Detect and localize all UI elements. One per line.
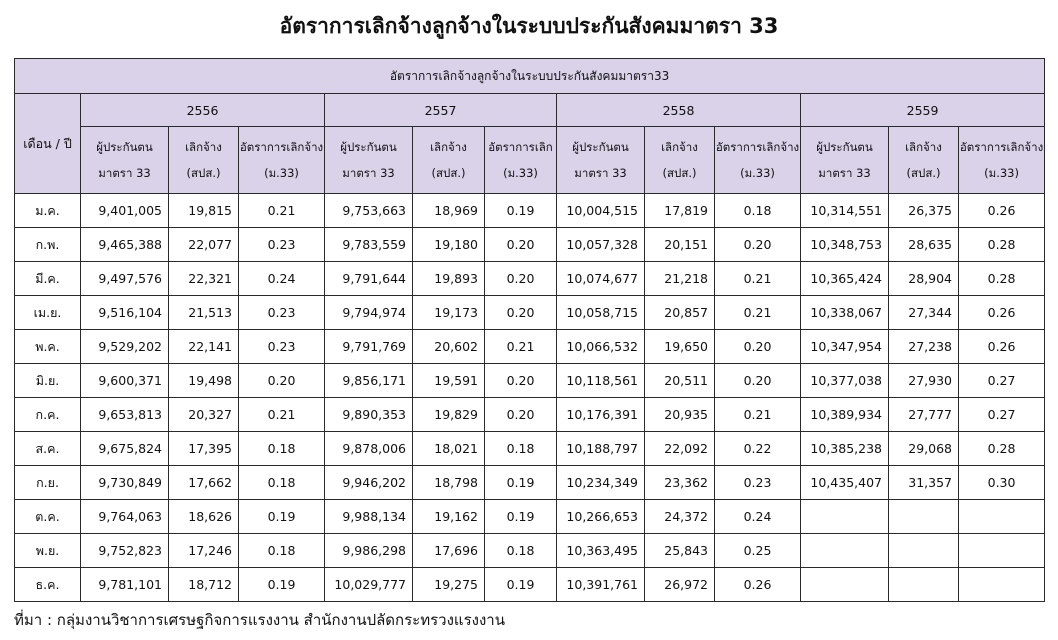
- insured-cell: 10,057,328: [557, 228, 645, 262]
- insured-cell: [801, 568, 889, 602]
- layoff-cell: 20,511: [645, 364, 715, 398]
- rate-header: [715, 127, 801, 194]
- layoff-cell: 27,344: [889, 296, 959, 330]
- layoff-cell: 18,712: [169, 568, 239, 602]
- insured-cell: 10,066,532: [557, 330, 645, 364]
- rate-cell: 0.20: [485, 262, 557, 296]
- table-row: [15, 262, 1045, 296]
- insured-header: [557, 127, 645, 194]
- header-line: (สปส.): [431, 166, 466, 180]
- header-line: (ม.33): [984, 166, 1019, 180]
- layoff-cell: 22,141: [169, 330, 239, 364]
- rate-cell: 0.26: [959, 194, 1045, 228]
- month-cell: ม.ค.: [15, 194, 81, 228]
- rate-header: [959, 127, 1045, 194]
- month-cell: มิ.ย.: [15, 364, 81, 398]
- header-line: เลิกจ้าง: [661, 140, 698, 154]
- insured-header: [325, 127, 413, 194]
- rate-cell: 0.20: [485, 228, 557, 262]
- insured-cell: 9,791,769: [325, 330, 413, 364]
- layoff-cell: 17,395: [169, 432, 239, 466]
- layoff-header: [889, 127, 959, 194]
- rate-cell: 0.20: [715, 330, 801, 364]
- rate-cell: 0.21: [715, 262, 801, 296]
- rate-cell: 0.20: [715, 364, 801, 398]
- header-line: (ม.33): [740, 166, 775, 180]
- rate-cell: 0.21: [239, 398, 325, 432]
- insured-cell: 10,435,407: [801, 466, 889, 500]
- layoff-cell: 17,819: [645, 194, 715, 228]
- rate-cell: 0.18: [715, 194, 801, 228]
- month-cell: ก.ค.: [15, 398, 81, 432]
- insured-cell: 9,791,644: [325, 262, 413, 296]
- layoff-cell: 20,935: [645, 398, 715, 432]
- month-cell: ต.ค.: [15, 500, 81, 534]
- month-cell: ส.ค.: [15, 432, 81, 466]
- insured-cell: 9,497,576: [81, 262, 169, 296]
- rate-cell: 0.18: [239, 534, 325, 568]
- month-year-header: เดือน / ปี: [15, 94, 81, 194]
- rate-header: [485, 127, 557, 194]
- layoff-cell: 28,635: [889, 228, 959, 262]
- insured-cell: 10,347,954: [801, 330, 889, 364]
- header-line: อัตราการเลิกจ้าง: [715, 140, 800, 154]
- rate-cell: 0.18: [239, 466, 325, 500]
- layoff-cell: 22,077: [169, 228, 239, 262]
- table-row: [15, 398, 1045, 432]
- rate-cell: 0.28: [959, 262, 1045, 296]
- rate-cell: 0.19: [485, 500, 557, 534]
- rate-cell: 0.20: [715, 228, 801, 262]
- page-title: อัตราการเลิกจ้างลูกจ้างในระบบประกันสังคมมาตรา 33: [279, 14, 779, 38]
- insured-cell: 9,783,559: [325, 228, 413, 262]
- rate-cell: 0.21: [239, 194, 325, 228]
- layoff-cell: 18,021: [413, 432, 485, 466]
- header-line: ผู้ประกันตน: [340, 140, 397, 154]
- header-line: อัตราการเลิก: [488, 140, 553, 154]
- month-cell: มี.ค.: [15, 262, 81, 296]
- rate-cell: 0.18: [239, 432, 325, 466]
- insured-cell: 10,385,238: [801, 432, 889, 466]
- insured-cell: 10,363,495: [557, 534, 645, 568]
- rate-cell: 0.23: [239, 228, 325, 262]
- layoff-cell: 22,321: [169, 262, 239, 296]
- header-line: เลิกจ้าง: [185, 140, 222, 154]
- rate-cell: 0.20: [239, 364, 325, 398]
- insured-header: [801, 127, 889, 194]
- insured-cell: 10,058,715: [557, 296, 645, 330]
- table-row: [15, 364, 1045, 398]
- insured-cell: 9,794,974: [325, 296, 413, 330]
- layoff-cell: 27,238: [889, 330, 959, 364]
- rate-cell: 0.26: [959, 330, 1045, 364]
- table-row: [15, 500, 1045, 534]
- layoff-cell: 19,591: [413, 364, 485, 398]
- rate-cell: 0.19: [485, 568, 557, 602]
- layoff-header: [169, 127, 239, 194]
- table-row: [15, 534, 1045, 568]
- header-line: มาตรา 33: [98, 166, 151, 180]
- layoff-cell: 26,972: [645, 568, 715, 602]
- rate-cell: 0.26: [959, 296, 1045, 330]
- insured-cell: 10,176,391: [557, 398, 645, 432]
- source-note: ที่มา : กลุ่มงานวิชาการเศรษฐกิจการแรงงาน สำนักงานปลัดกระทรวงแรงงาน: [14, 611, 505, 629]
- insured-cell: 9,401,005: [81, 194, 169, 228]
- rate-cell: 0.23: [239, 330, 325, 364]
- layoff-cell: 19,815: [169, 194, 239, 228]
- table-row: [15, 194, 1045, 228]
- layoff-cell: 17,696: [413, 534, 485, 568]
- rate-cell: 0.22: [715, 432, 801, 466]
- insured-cell: 9,986,298: [325, 534, 413, 568]
- rate-cell: 0.18: [485, 432, 557, 466]
- table-row: [15, 432, 1045, 466]
- insured-cell: 10,314,551: [801, 194, 889, 228]
- header-line: (ม.33): [503, 166, 538, 180]
- layoff-cell: 20,151: [645, 228, 715, 262]
- header-line: (ม.33): [264, 166, 299, 180]
- rate-cell: 0.28: [959, 432, 1045, 466]
- layoff-cell: 18,969: [413, 194, 485, 228]
- layoff-cell: 21,513: [169, 296, 239, 330]
- insured-cell: 10,365,424: [801, 262, 889, 296]
- insured-cell: 9,890,353: [325, 398, 413, 432]
- insured-cell: 9,600,371: [81, 364, 169, 398]
- rate-cell: 0.20: [485, 398, 557, 432]
- insured-cell: 9,653,813: [81, 398, 169, 432]
- rate-cell: 0.27: [959, 364, 1045, 398]
- insured-cell: [801, 534, 889, 568]
- layoff-cell: 31,357: [889, 466, 959, 500]
- insured-cell: 9,730,849: [81, 466, 169, 500]
- year-header: 2558: [557, 94, 801, 127]
- insured-cell: 9,675,824: [81, 432, 169, 466]
- header-line: เลิกจ้าง: [430, 140, 467, 154]
- rate-cell: 0.24: [239, 262, 325, 296]
- month-cell: ก.ย.: [15, 466, 81, 500]
- insured-cell: 9,946,202: [325, 466, 413, 500]
- layoff-cell: [889, 568, 959, 602]
- layoff-cell: 18,626: [169, 500, 239, 534]
- insured-cell: 9,752,823: [81, 534, 169, 568]
- layoff-cell: 19,893: [413, 262, 485, 296]
- layoff-cell: 28,904: [889, 262, 959, 296]
- year-header: 2556: [81, 94, 325, 127]
- insured-cell: 10,234,349: [557, 466, 645, 500]
- insured-cell: 10,338,067: [801, 296, 889, 330]
- layoff-cell: 19,275: [413, 568, 485, 602]
- insured-cell: 9,878,006: [325, 432, 413, 466]
- insured-cell: 9,529,202: [81, 330, 169, 364]
- month-cell: พ.ค.: [15, 330, 81, 364]
- header-line: (สปส.): [906, 166, 941, 180]
- table-banner: อัตราการเลิกจ้างลูกจ้างในระบบประกันสังคมมาตรา33: [15, 59, 1045, 94]
- insured-cell: 10,004,515: [557, 194, 645, 228]
- layoff-cell: 20,857: [645, 296, 715, 330]
- layoff-cell: 26,375: [889, 194, 959, 228]
- insured-cell: 10,389,934: [801, 398, 889, 432]
- month-cell: พ.ย.: [15, 534, 81, 568]
- insured-cell: 9,764,063: [81, 500, 169, 534]
- layoff-cell: 19,180: [413, 228, 485, 262]
- layoff-cell: 19,498: [169, 364, 239, 398]
- rate-header: [239, 127, 325, 194]
- table-row: [15, 466, 1045, 500]
- rate-cell: 0.27: [959, 398, 1045, 432]
- layoff-cell: 17,662: [169, 466, 239, 500]
- header-line: ผู้ประกันตน: [572, 140, 629, 154]
- rate-cell: [959, 568, 1045, 602]
- header-line: ผู้ประกันตน: [816, 140, 873, 154]
- layoff-rate-table: [14, 58, 1045, 602]
- layoff-cell: 19,173: [413, 296, 485, 330]
- insured-cell: 9,988,134: [325, 500, 413, 534]
- rate-cell: 0.28: [959, 228, 1045, 262]
- insured-cell: 9,753,663: [325, 194, 413, 228]
- layoff-cell: 23,362: [645, 466, 715, 500]
- header-line: อัตราการเลิกจ้าง: [239, 140, 324, 154]
- rate-cell: 0.25: [715, 534, 801, 568]
- header-line: (สปส.): [186, 166, 221, 180]
- rate-cell: 0.26: [715, 568, 801, 602]
- layoff-cell: 21,218: [645, 262, 715, 296]
- rate-cell: 0.21: [715, 398, 801, 432]
- insured-cell: 10,348,753: [801, 228, 889, 262]
- header-line: ผู้ประกันตน: [96, 140, 153, 154]
- insured-cell: 10,074,677: [557, 262, 645, 296]
- table-row: [15, 296, 1045, 330]
- rate-cell: 0.24: [715, 500, 801, 534]
- header-line: (สปส.): [662, 166, 697, 180]
- insured-cell: 9,781,101: [81, 568, 169, 602]
- table-row: [15, 330, 1045, 364]
- rate-cell: 0.23: [715, 466, 801, 500]
- header-line: มาตรา 33: [342, 166, 395, 180]
- rate-cell: 0.20: [485, 364, 557, 398]
- header-line: มาตรา 33: [818, 166, 871, 180]
- table-row: [15, 228, 1045, 262]
- rate-cell: 0.21: [485, 330, 557, 364]
- header-line: อัตราการเลิกจ้าง: [959, 140, 1044, 154]
- rate-cell: 0.19: [239, 500, 325, 534]
- layoff-cell: [889, 534, 959, 568]
- insured-cell: 9,856,171: [325, 364, 413, 398]
- rate-cell: [959, 500, 1045, 534]
- insured-cell: 10,377,038: [801, 364, 889, 398]
- layoff-cell: 25,843: [645, 534, 715, 568]
- layoff-cell: 27,930: [889, 364, 959, 398]
- month-cell: ธ.ค.: [15, 568, 81, 602]
- rate-cell: 0.20: [485, 296, 557, 330]
- layoff-cell: 22,092: [645, 432, 715, 466]
- layoff-cell: 27,777: [889, 398, 959, 432]
- insured-cell: 10,118,561: [557, 364, 645, 398]
- rate-cell: 0.19: [485, 194, 557, 228]
- rate-cell: 0.21: [715, 296, 801, 330]
- rate-cell: 0.18: [485, 534, 557, 568]
- insured-cell: 10,188,797: [557, 432, 645, 466]
- table-row: [15, 568, 1045, 602]
- insured-cell: [801, 500, 889, 534]
- layoff-cell: 17,246: [169, 534, 239, 568]
- insured-cell: 10,266,653: [557, 500, 645, 534]
- header-line: มาตรา 33: [574, 166, 627, 180]
- layoff-cell: 20,327: [169, 398, 239, 432]
- insured-header: [81, 127, 169, 194]
- layoff-cell: 19,650: [645, 330, 715, 364]
- rate-cell: [959, 534, 1045, 568]
- month-cell: เม.ย.: [15, 296, 81, 330]
- rate-cell: 0.19: [485, 466, 557, 500]
- header-line: เลิกจ้าง: [905, 140, 942, 154]
- insured-cell: 9,465,388: [81, 228, 169, 262]
- layoff-cell: [889, 500, 959, 534]
- layoff-cell: 18,798: [413, 466, 485, 500]
- rate-cell: 0.19: [239, 568, 325, 602]
- insured-cell: 10,391,761: [557, 568, 645, 602]
- layoff-cell: 29,068: [889, 432, 959, 466]
- insured-cell: 9,516,104: [81, 296, 169, 330]
- layoff-header: [413, 127, 485, 194]
- year-header: 2559: [801, 94, 1045, 127]
- rate-cell: 0.23: [239, 296, 325, 330]
- layoff-cell: 19,162: [413, 500, 485, 534]
- layoff-cell: 24,372: [645, 500, 715, 534]
- rate-cell: 0.30: [959, 466, 1045, 500]
- layoff-header: [645, 127, 715, 194]
- layoff-cell: 20,602: [413, 330, 485, 364]
- month-cell: ก.พ.: [15, 228, 81, 262]
- insured-cell: 10,029,777: [325, 568, 413, 602]
- layoff-cell: 19,829: [413, 398, 485, 432]
- year-header: 2557: [325, 94, 557, 127]
